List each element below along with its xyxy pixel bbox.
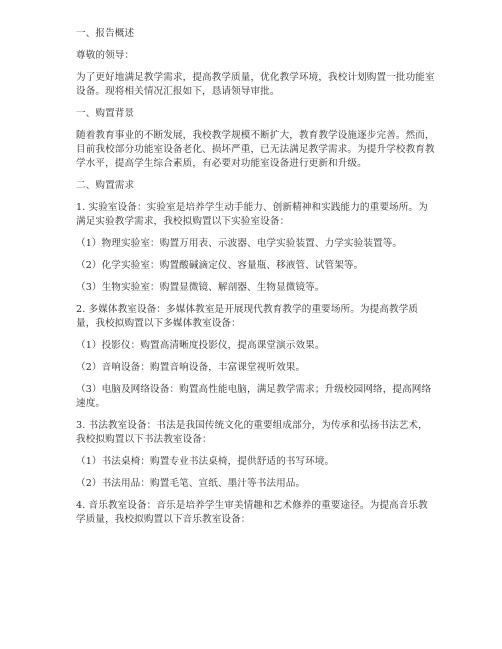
intro-paragraph: 为了更好地满足教学需求，提高教学质量，优化教学环境，我校计划购置一批功能室设备。现将相关情况汇报如下，恳请领导审批。 (76, 72, 435, 97)
background-paragraph: 随着教育事业的不断发展，我校教学规模不断扩大，教育教学设施逐步完善。然而，目前我校部分功能室设备老化、损坏严重，已无法满足教学需求。为提升学校教育教学水平，提高学生综合素质，有必要对功能室设备进行更新和升级。 (76, 130, 435, 169)
multimedia-equipment-paragraph: 2. 多媒体教室设备：多媒体教室是开展现代教育教学的重要场所。为提高教学质量，我校拟购置以下多媒体教室设备： (76, 304, 419, 329)
lab-equipment-paragraph: 1. 实验室设备：实验室是培养学生动手能力、创新精神和实践能力的重要场所。为满足实验教学需求，我校拟购置以下实验室设备： (76, 202, 428, 227)
section-heading-background: 一、购置背景 (76, 108, 135, 119)
list-item-calligraphy-supplies: （2）书法用品：购置毛笔、宣纸、墨汁等书法用品。 (76, 478, 306, 489)
list-item-projector: （1）投影仪：购置高清晰度投影仪，提高课堂演示效果。 (76, 340, 325, 351)
list-item-physics-lab: （1）物理实验室：购置万用表、示波器、电学实验装置、力学实验装置等。 (76, 238, 403, 249)
section-heading-overview: 一、报告概述 (76, 28, 135, 39)
list-item-chemistry-lab: （2）化学实验室：购置酸碱滴定仪、容量瓶、移液管、试管架等。 (76, 260, 364, 271)
document-body (76, 27, 436, 535)
list-item-calligraphy-desk: （1）书法桌椅：购置专业书法桌椅，提供舒适的书写环境。 (76, 456, 335, 467)
calligraphy-equipment-paragraph: 3. 书法教室设备：书法是我国传统文化的重要组成部分，为传承和弘扬书法艺术，我校拟购置以下书法教室设备： (76, 420, 428, 445)
section-heading-needs: 二、购置需求 (76, 180, 135, 191)
list-item-biology-lab: （3）生物实验室：购置显微镜、解剖器、生物显微镜等。 (76, 282, 325, 293)
music-equipment-paragraph: 4. 音乐教室设备：音乐是培养学生审美情趣和艺术修养的重要途径。为提高音乐教学质量，我校拟购置以下音乐教室设备： (76, 500, 428, 525)
list-item-audio: （2）音响设备：购置音响设备，丰富课堂视听效果。 (76, 362, 306, 373)
list-item-computer-network: （3）电脑及网络设备：购置高性能电脑，满足教学需求；升级校园网络，提高网络速度。 (76, 384, 432, 409)
salutation: 尊敬的领导： (76, 50, 135, 61)
